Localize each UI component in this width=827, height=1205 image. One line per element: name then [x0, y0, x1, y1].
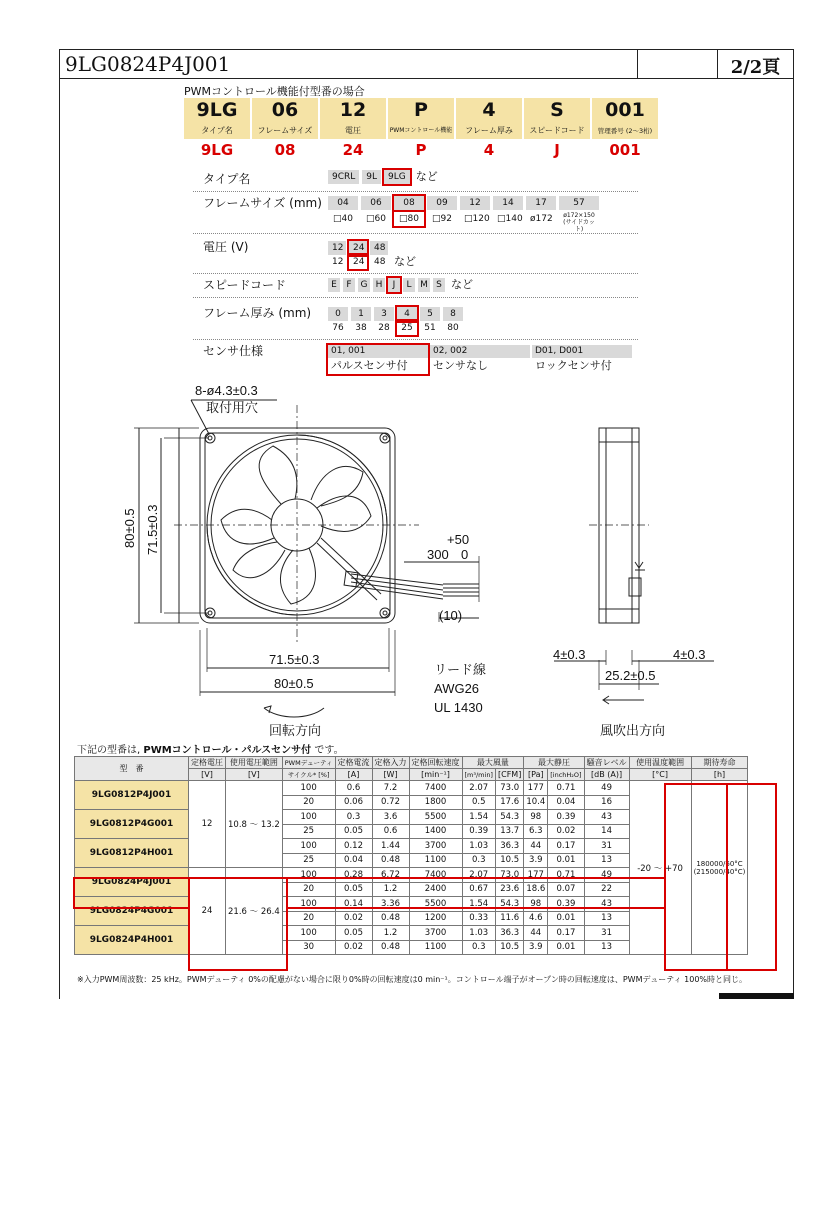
- table-cell: 1800: [409, 795, 462, 810]
- option-value: □60: [366, 214, 386, 224]
- table-cell: 6.72: [372, 868, 409, 883]
- hole-label: 取付用穴: [206, 400, 259, 415]
- option-chip: 8: [443, 307, 463, 321]
- sensor-code: 02, 002: [430, 345, 530, 358]
- option-chip: G: [358, 278, 370, 292]
- table-cell: 0.6: [372, 824, 409, 839]
- table-cell: 177: [524, 781, 548, 796]
- code-label: 管理番号 (2～3桁): [592, 123, 658, 139]
- unit: [V]: [189, 769, 226, 781]
- option-chip: M: [418, 278, 430, 292]
- model-number: 9LG0812P4G001: [75, 810, 189, 839]
- option-frame-size: [193, 194, 638, 234]
- option-chips: [328, 196, 599, 233]
- table-note: [77, 741, 344, 756]
- table-cell: 5500: [409, 810, 462, 825]
- table-cell: 43: [584, 897, 629, 912]
- rated-voltage: 24: [189, 868, 226, 955]
- dim-715-vertical: 71.5±0.3: [145, 504, 160, 555]
- option-name: フレームサイズ (mm): [203, 196, 322, 210]
- option-value: □120: [464, 214, 490, 224]
- table-cell: 16: [584, 795, 629, 810]
- option-chip: 3: [374, 307, 394, 321]
- table-cell: 20: [282, 882, 335, 897]
- table-cell: 30: [282, 940, 335, 955]
- table-cell: 0.39: [548, 897, 584, 912]
- option-chip: 17: [526, 196, 556, 210]
- table-cell: 3.9: [524, 853, 548, 868]
- th-duty: PWMデューティ: [282, 757, 335, 769]
- option-chip: S: [433, 278, 445, 292]
- table-cell: 0.33: [462, 911, 495, 926]
- table-cell: 36.3: [495, 926, 523, 941]
- temp-range: -20 ～ +70: [629, 781, 691, 955]
- option-chip: E: [328, 278, 340, 292]
- table-cell: 1.2: [372, 926, 409, 941]
- sensor-desc: ロックセンサ付: [535, 359, 612, 372]
- option-value: □40: [333, 214, 353, 224]
- side-dim-left: 4±0.3: [553, 647, 586, 662]
- table-cell: 2400: [409, 882, 462, 897]
- table-cell: 0.71: [548, 781, 584, 796]
- table-cell: 0.39: [462, 824, 495, 839]
- voltage-range: 10.8 ～ 13.2: [226, 781, 283, 868]
- model-number: 9LG0824P4J001: [75, 868, 189, 897]
- th-temp: 使用温度範囲: [629, 757, 691, 769]
- table-cell: 1.2: [372, 882, 409, 897]
- unit: [m³/min]: [462, 769, 495, 781]
- table-cell: 0.48: [372, 853, 409, 868]
- th-model: 型 番: [75, 757, 189, 781]
- lead-length: 300: [427, 547, 449, 562]
- option-chip: 09: [427, 196, 457, 210]
- side-view-outline: [599, 428, 639, 623]
- table-cell: 0.3: [335, 810, 372, 825]
- table-cell: 1100: [409, 940, 462, 955]
- option-chip: 5: [420, 307, 440, 321]
- model-number: 9LG0824P4H001: [75, 926, 189, 955]
- code-label: スピードコード: [524, 123, 590, 139]
- table-row: [75, 781, 748, 796]
- fan-blade: [317, 496, 371, 532]
- lead-tolerance-zero: 0: [461, 547, 469, 562]
- table-cell: 4.6: [524, 911, 548, 926]
- table-cell: 5500: [409, 897, 462, 912]
- code-part: 001: [592, 98, 658, 123]
- table-cell: 0.48: [372, 940, 409, 955]
- table-cell: 6.3: [524, 824, 548, 839]
- table-cell: 0.48: [372, 911, 409, 926]
- option-chip: 9CRL: [328, 170, 359, 184]
- option-chip: H: [373, 278, 385, 292]
- table-cell: 13: [584, 940, 629, 955]
- option-value: ø172×150 (サイドカット): [563, 212, 595, 233]
- th-airflow: 最大風量: [462, 757, 524, 769]
- fan-drawing: [59, 380, 794, 738]
- th-noise: 騒音レベル: [584, 757, 629, 769]
- th-life: 期待寿命: [691, 757, 748, 769]
- corner-mark: [719, 993, 794, 999]
- option-value: 12: [332, 257, 344, 267]
- voltage-range: 21.6 ～ 26.4: [226, 868, 283, 955]
- table-cell: 100: [282, 781, 335, 796]
- option-chip-selected: 4: [397, 307, 417, 321]
- expected-life: [691, 781, 748, 955]
- code-value: 24: [342, 141, 364, 159]
- option-value-selected: □80: [394, 212, 424, 226]
- table-cell: 3700: [409, 926, 462, 941]
- table-cell: 0.01: [548, 853, 584, 868]
- footnote: ※入力PWM周波数：25 kHz。PWMデューティ 0%の配慮がない場合に限り0%時の回転速度は0 min⁻¹。コントロール端子がオープン時の回転速度は、PWMデューティ 100%時と同じ。: [77, 975, 748, 984]
- model-number: 9LG0824P4G001: [75, 897, 189, 926]
- fan-blade: [221, 509, 274, 544]
- table-cell: 177: [524, 868, 548, 883]
- th-speed: 定格回転速度: [409, 757, 462, 769]
- rotation-label: 回転方向: [269, 723, 322, 738]
- model-number: 9LG0812P4J001: [75, 781, 189, 810]
- table-cell: 49: [584, 868, 629, 883]
- unit: [h]: [691, 769, 748, 781]
- table-cell: 0.3: [462, 940, 495, 955]
- sensor-option: [532, 345, 632, 374]
- unit: [A]: [335, 769, 372, 781]
- option-chip-selected: 24: [349, 241, 367, 255]
- table-cell: 3.9: [524, 940, 548, 955]
- code-part: 06: [252, 98, 318, 123]
- table-cell: 1.44: [372, 839, 409, 854]
- option-name: スピードコード: [203, 278, 287, 292]
- page-number: 2/2頁: [730, 57, 781, 78]
- option-chip-selected: 9LG: [384, 170, 410, 184]
- table-cell: 2.07: [462, 868, 495, 883]
- table-cell: 31: [584, 839, 629, 854]
- table-cell: 44: [524, 926, 548, 941]
- option-chip: 04: [328, 196, 358, 210]
- sensor-code: 01, 001: [328, 345, 428, 358]
- table-cell: 100: [282, 810, 335, 825]
- table-cell: 49: [584, 781, 629, 796]
- code-value: 001: [609, 141, 641, 159]
- hole-spec: 8-ø4.3±0.3: [195, 383, 258, 398]
- table-cell: 0.04: [335, 853, 372, 868]
- table-cell: 3700: [409, 839, 462, 854]
- table-cell: 25: [282, 853, 335, 868]
- table-cell: 0.02: [335, 940, 372, 955]
- table-cell: 11.6: [495, 911, 523, 926]
- table-cell: 98: [524, 897, 548, 912]
- option-value: 48: [374, 257, 386, 267]
- code-label: フレームサイズ: [252, 123, 318, 139]
- code-value: 4: [483, 141, 495, 159]
- th-range-v: 使用電圧範囲: [226, 757, 283, 769]
- table-cell: 7400: [409, 781, 462, 796]
- fan-blade: [259, 446, 297, 504]
- table-cell: 1.03: [462, 839, 495, 854]
- option-chip: 48: [370, 241, 388, 255]
- table-cell: 14: [584, 824, 629, 839]
- option-value: 80: [447, 323, 459, 333]
- table-cell: 10.4: [524, 795, 548, 810]
- table-cell: 0.06: [335, 795, 372, 810]
- option-chip: 57: [559, 196, 599, 210]
- table-cell: 100: [282, 926, 335, 941]
- option-name: タイプ名: [203, 172, 251, 186]
- table-cell: 100: [282, 897, 335, 912]
- dim-80-vertical: 80±0.5: [122, 508, 137, 548]
- table-cell: 7.2: [372, 781, 409, 796]
- option-speed-code: [193, 276, 638, 298]
- option-chips: [328, 170, 438, 186]
- rotation-arrow: [264, 708, 324, 717]
- table-cell: 7400: [409, 868, 462, 883]
- table-cell: 22: [584, 882, 629, 897]
- table-cell: 43: [584, 810, 629, 825]
- table-cell: 17.6: [495, 795, 523, 810]
- sensor-desc: パルスセンサ付: [331, 359, 408, 372]
- option-suffix: など: [451, 278, 473, 291]
- table-cell: 0.12: [335, 839, 372, 854]
- unit: [dB (A)]: [584, 769, 629, 781]
- option-chip: 12: [328, 241, 346, 255]
- header-blank-cell: [638, 50, 718, 78]
- th-power: 定格入力: [372, 757, 409, 769]
- code-part: 4: [456, 98, 522, 123]
- code-value: P: [415, 141, 427, 159]
- th-current: 定格電流: [335, 757, 372, 769]
- table-cell: 0.05: [335, 824, 372, 839]
- table-cell: 2.07: [462, 781, 495, 796]
- option-value: 28: [378, 323, 390, 333]
- code-part: 12: [320, 98, 386, 123]
- code-part: S: [524, 98, 590, 123]
- unit: [W]: [372, 769, 409, 781]
- spec-table-body: [75, 781, 748, 955]
- table-cell: 0.02: [548, 824, 584, 839]
- option-value: 51: [424, 323, 436, 333]
- table-cell: 3.36: [372, 897, 409, 912]
- rated-voltage: 12: [189, 781, 226, 868]
- table-cell: 0.39: [548, 810, 584, 825]
- option-chip: 1: [351, 307, 371, 321]
- option-suffix: など: [394, 255, 416, 268]
- fan-blade: [233, 542, 285, 578]
- code-label: フレーム厚み: [456, 123, 522, 139]
- table-cell: 0.04: [548, 795, 584, 810]
- lead-strip: (10): [439, 608, 463, 623]
- table-cell: 100: [282, 868, 335, 883]
- table-cell: 98: [524, 810, 548, 825]
- table-cell: 0.07: [548, 882, 584, 897]
- table-cell: 20: [282, 795, 335, 810]
- model-number: 9LG0812P4H001: [75, 839, 189, 868]
- table-cell: 13.7: [495, 824, 523, 839]
- table-cell: 0.02: [335, 911, 372, 926]
- table-cell: 1100: [409, 853, 462, 868]
- option-value-selected: 24: [349, 255, 367, 269]
- option-value: □92: [432, 214, 452, 224]
- option-name: センサ仕様: [203, 344, 264, 358]
- table-cell: 0.17: [548, 839, 584, 854]
- option-chips: [328, 307, 463, 337]
- code-part: P: [388, 98, 454, 123]
- table-cell: 13: [584, 911, 629, 926]
- option-chip: L: [403, 278, 415, 292]
- lead-tolerance: +50: [447, 532, 470, 547]
- option-chips: [328, 278, 473, 294]
- table-cell: 54.3: [495, 810, 523, 825]
- unit: [Pa]: [524, 769, 548, 781]
- table-cell: 3.6: [372, 810, 409, 825]
- lead-wire-label: リード線: [434, 662, 487, 677]
- option-suffix: など: [415, 170, 438, 183]
- lead-awg: AWG26: [434, 681, 480, 696]
- side-dim-depth: 25.2±0.5: [605, 668, 656, 683]
- code-label: タイプ名: [184, 123, 250, 139]
- life-secondary: (215000/40°C): [693, 867, 746, 876]
- spec-table: [74, 756, 748, 955]
- code-value: 9LG: [200, 141, 234, 159]
- note-prefix: 下記の型番は,: [77, 745, 141, 756]
- sensor-option-selected: [328, 345, 428, 374]
- code-part: 9LG: [184, 98, 250, 123]
- code-caption: PWMコントロール機能付型番の場合: [184, 85, 365, 98]
- document-header: [59, 49, 794, 79]
- table-cell: 0.14: [335, 897, 372, 912]
- option-name: フレーム厚み (mm): [203, 306, 312, 320]
- th-pressure: 最大静圧: [524, 757, 584, 769]
- table-cell: 0.17: [548, 926, 584, 941]
- table-cell: 1.54: [462, 810, 495, 825]
- option-value: ø172: [530, 214, 553, 224]
- option-type: [193, 170, 638, 192]
- table-cell: 1.03: [462, 926, 495, 941]
- fan-frame-outline: [200, 428, 395, 623]
- table-cell: 0.5: [462, 795, 495, 810]
- unit: [°C]: [629, 769, 691, 781]
- unit: [min⁻¹]: [409, 769, 462, 781]
- table-cell: 54.3: [495, 897, 523, 912]
- table-cell: 25: [282, 824, 335, 839]
- note-suffix: です。: [314, 745, 344, 756]
- table-cell: 1400: [409, 824, 462, 839]
- option-thickness: [193, 304, 638, 340]
- option-value: 38: [355, 323, 367, 333]
- dim-715-horizontal: 71.5±0.3: [269, 652, 320, 667]
- option-value: □140: [497, 214, 523, 224]
- table-cell: 100: [282, 839, 335, 854]
- option-chip: 06: [361, 196, 391, 210]
- option-chip-selected: 08: [394, 196, 424, 210]
- table-cell: 31: [584, 926, 629, 941]
- code-value: J: [554, 141, 560, 159]
- table-cell: 73.0: [495, 868, 523, 883]
- note-bold: PWMコントロール・パルスセンサ付: [143, 745, 312, 756]
- part-number-grid: [184, 98, 658, 159]
- option-chips: [328, 241, 416, 271]
- life-primary: 180000/60°C: [696, 859, 743, 868]
- side-dim-right: 4±0.3: [673, 647, 706, 662]
- option-chips: [328, 345, 632, 374]
- table-cell: 0.3: [462, 853, 495, 868]
- option-chip-selected: J: [388, 278, 400, 292]
- table-cell: 0.72: [372, 795, 409, 810]
- option-chip: 0: [328, 307, 348, 321]
- table-cell: 36.3: [495, 839, 523, 854]
- option-value-selected: 25: [397, 321, 417, 335]
- lead-ul: UL 1430: [434, 700, 483, 715]
- airflow-label: 風吹出方向: [600, 723, 666, 738]
- table-cell: 13: [584, 853, 629, 868]
- option-voltage: [193, 238, 638, 274]
- table-cell: 10.5: [495, 853, 523, 868]
- th-rated-v: 定格電圧: [189, 757, 226, 769]
- table-cell: 0.01: [548, 911, 584, 926]
- option-chip: 9L: [362, 170, 381, 184]
- table-cell: 0.05: [335, 882, 372, 897]
- table-cell: 44: [524, 839, 548, 854]
- sensor-desc: センサなし: [433, 359, 488, 372]
- code-value: 08: [274, 141, 296, 159]
- option-sensor: [193, 342, 638, 378]
- table-cell: 23.6: [495, 882, 523, 897]
- table-cell: 0.71: [548, 868, 584, 883]
- option-chip: F: [343, 278, 355, 292]
- table-cell: 0.05: [335, 926, 372, 941]
- table-cell: 10.5: [495, 940, 523, 955]
- table-cell: 0.6: [335, 781, 372, 796]
- option-chip: 12: [460, 196, 490, 210]
- sensor-code: D01, D001: [532, 345, 632, 358]
- option-name: 電圧 (V): [203, 240, 249, 254]
- option-value: 76: [332, 323, 344, 333]
- table-cell: 73.0: [495, 781, 523, 796]
- table-cell: 0.28: [335, 868, 372, 883]
- table-cell: 1.54: [462, 897, 495, 912]
- table-cell: 1200: [409, 911, 462, 926]
- code-label: 電圧: [320, 123, 386, 139]
- unit: [V]: [226, 769, 283, 781]
- option-chip: 14: [493, 196, 523, 210]
- sensor-option: [430, 345, 530, 374]
- dim-80-horizontal: 80±0.5: [274, 676, 314, 691]
- table-cell: 20: [282, 911, 335, 926]
- table-cell: 18.6: [524, 882, 548, 897]
- code-label: PWMコントロール機能: [388, 123, 454, 139]
- fan-blade: [311, 467, 363, 506]
- table-cell: 0.67: [462, 882, 495, 897]
- unit: [inchH₂O]: [548, 769, 584, 781]
- document-title: 9LG0824P4J001: [60, 50, 638, 78]
- table-cell: 0.01: [548, 940, 584, 955]
- unit: サイクル* [%]: [282, 769, 335, 781]
- unit: [CFM]: [495, 769, 523, 781]
- fan-blade: [280, 548, 315, 604]
